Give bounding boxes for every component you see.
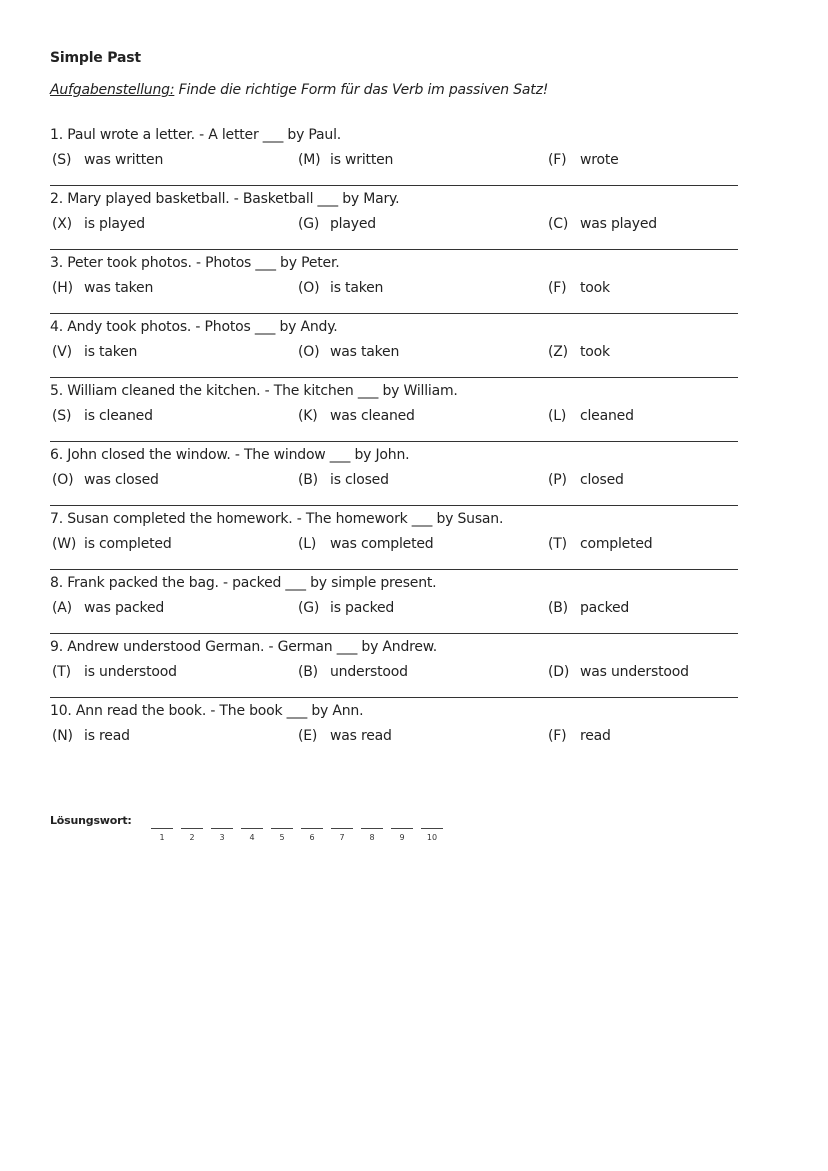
solution-slot[interactable] bbox=[301, 822, 323, 842]
solution-word-label: Lösungswort: bbox=[50, 814, 132, 827]
option-text: was packed bbox=[84, 600, 165, 616]
option[interactable] bbox=[298, 152, 393, 168]
option[interactable] bbox=[52, 152, 163, 168]
option[interactable] bbox=[52, 600, 164, 616]
option-letter: (B) bbox=[298, 472, 318, 488]
option[interactable] bbox=[52, 408, 153, 424]
option[interactable] bbox=[298, 344, 399, 360]
question-text: 5. William cleaned the kitchen. - The kitchen ___ by William. bbox=[50, 383, 458, 399]
solution-slot[interactable] bbox=[181, 822, 203, 842]
option-text: was written bbox=[84, 152, 164, 168]
slot-line bbox=[211, 822, 233, 829]
question-7 bbox=[50, 506, 738, 570]
option[interactable] bbox=[52, 664, 177, 680]
option-letter: (H) bbox=[52, 280, 73, 296]
option[interactable] bbox=[298, 280, 383, 296]
slot-line bbox=[181, 822, 203, 829]
slot-number: 5 bbox=[279, 833, 285, 842]
task-label: Aufgabenstellung: bbox=[50, 82, 175, 98]
option-letter: (N) bbox=[52, 728, 73, 744]
option-text: is played bbox=[84, 216, 145, 232]
option-text: understood bbox=[330, 664, 408, 680]
option[interactable] bbox=[52, 216, 145, 232]
slot-number: 8 bbox=[369, 833, 375, 842]
option-letter: (O) bbox=[52, 472, 74, 488]
option-text: completed bbox=[580, 536, 653, 552]
option[interactable] bbox=[298, 728, 392, 744]
question-text: 10. Ann read the book. - The book ___ by Ann. bbox=[50, 703, 364, 719]
question-text: 9. Andrew understood German. - German ___ by Andrew. bbox=[50, 639, 438, 655]
option-letter: (S) bbox=[52, 408, 72, 424]
slot-number: 6 bbox=[309, 833, 315, 842]
slot-line bbox=[421, 822, 443, 829]
option-text: was cleaned bbox=[330, 408, 415, 424]
slot-number: 7 bbox=[339, 833, 345, 842]
option-text: cleaned bbox=[580, 408, 634, 424]
option-text: is read bbox=[84, 728, 130, 744]
option-text: is understood bbox=[84, 664, 177, 680]
question-text: 2. Mary played basketball. - Basketball ___ by Mary. bbox=[50, 191, 400, 207]
option-letter: (T) bbox=[548, 536, 567, 552]
solution-slot[interactable] bbox=[361, 822, 383, 842]
question-2 bbox=[50, 186, 738, 250]
question-4 bbox=[50, 314, 738, 378]
option-letter: (C) bbox=[548, 216, 569, 232]
option-letter: (O) bbox=[298, 344, 320, 360]
task-text: Finde die richtige Form für das Verb im passiven Satz! bbox=[174, 82, 549, 98]
option-letter: (E) bbox=[298, 728, 318, 744]
option-letter: (W) bbox=[52, 536, 77, 552]
task-instruction bbox=[50, 82, 548, 98]
option-text: was closed bbox=[84, 472, 159, 488]
option[interactable] bbox=[298, 408, 415, 424]
option-letter: (G) bbox=[298, 216, 320, 232]
solution-slot[interactable] bbox=[211, 822, 233, 842]
option-letter: (Z) bbox=[548, 344, 568, 360]
option-text: is written bbox=[330, 152, 394, 168]
option[interactable] bbox=[52, 280, 153, 296]
option-text: played bbox=[330, 216, 376, 232]
option[interactable] bbox=[548, 280, 610, 296]
slot-line bbox=[361, 822, 383, 829]
option[interactable] bbox=[548, 344, 610, 360]
option[interactable] bbox=[298, 600, 394, 616]
option-letter: (A) bbox=[52, 600, 72, 616]
option[interactable] bbox=[52, 344, 137, 360]
option-letter: (K) bbox=[298, 408, 318, 424]
solution-slot[interactable] bbox=[241, 822, 263, 842]
option-text: read bbox=[580, 728, 611, 744]
option-letter: (S) bbox=[52, 152, 72, 168]
option-letter: (B) bbox=[298, 664, 318, 680]
option[interactable] bbox=[548, 664, 689, 680]
option[interactable] bbox=[548, 408, 634, 424]
option-text: was understood bbox=[580, 664, 689, 680]
option-letter: (F) bbox=[548, 152, 567, 168]
option-text: took bbox=[580, 344, 610, 360]
option[interactable] bbox=[298, 536, 433, 552]
solution-slot[interactable] bbox=[391, 822, 413, 842]
option-text: took bbox=[580, 280, 610, 296]
solution-slot[interactable] bbox=[331, 822, 353, 842]
question-text: 6. John closed the window. - The window ___ by John. bbox=[50, 447, 410, 463]
option-letter: (O) bbox=[298, 280, 320, 296]
question-10 bbox=[50, 698, 738, 762]
option-text: closed bbox=[580, 472, 624, 488]
option[interactable] bbox=[52, 536, 172, 552]
option-text: was taken bbox=[330, 344, 400, 360]
solution-slot[interactable] bbox=[421, 822, 443, 842]
question-text: 4. Andy took photos. - Photos ___ by Andy. bbox=[50, 319, 338, 335]
option[interactable] bbox=[52, 728, 130, 744]
option-text: was read bbox=[330, 728, 392, 744]
option-text: is taken bbox=[330, 280, 384, 296]
question-list bbox=[50, 122, 738, 762]
question-9 bbox=[50, 634, 738, 698]
option[interactable] bbox=[548, 152, 619, 168]
slot-line bbox=[151, 822, 173, 829]
slot-number: 10 bbox=[426, 833, 438, 842]
question-3 bbox=[50, 250, 738, 314]
question-text: 3. Peter took photos. - Photos ___ by Peter. bbox=[50, 255, 340, 271]
option-text: is completed bbox=[84, 536, 172, 552]
page-title: Simple Past bbox=[50, 50, 141, 66]
option-letter: (D) bbox=[548, 664, 570, 680]
solution-slot[interactable] bbox=[151, 822, 173, 842]
option[interactable] bbox=[298, 472, 389, 488]
option-letter: (M) bbox=[298, 152, 321, 168]
option-text: is packed bbox=[330, 600, 395, 616]
solution-slot[interactable] bbox=[271, 822, 293, 842]
question-1 bbox=[50, 122, 738, 186]
option-letter: (P) bbox=[548, 472, 567, 488]
question-text: 7. Susan completed the homework. - The homework ___ by Susan. bbox=[50, 511, 504, 527]
option-text: is cleaned bbox=[84, 408, 153, 424]
option[interactable] bbox=[548, 472, 624, 488]
slot-number: 9 bbox=[399, 833, 405, 842]
option-text: is closed bbox=[330, 472, 389, 488]
option[interactable] bbox=[52, 472, 159, 488]
option-text: packed bbox=[580, 600, 630, 616]
option[interactable] bbox=[548, 728, 611, 744]
slot-number: 1 bbox=[159, 833, 165, 842]
option[interactable] bbox=[298, 664, 408, 680]
slot-line bbox=[271, 822, 293, 829]
option-text: was played bbox=[580, 216, 657, 232]
option-text: is taken bbox=[84, 344, 138, 360]
option-letter: (G) bbox=[298, 600, 320, 616]
option[interactable] bbox=[548, 536, 652, 552]
slot-line bbox=[391, 822, 413, 829]
option-text: was completed bbox=[330, 536, 434, 552]
option-letter: (T) bbox=[52, 664, 71, 680]
slot-line bbox=[301, 822, 323, 829]
option-letter: (L) bbox=[298, 536, 317, 552]
option-text: was taken bbox=[84, 280, 154, 296]
slot-line bbox=[331, 822, 353, 829]
slot-number: 2 bbox=[189, 833, 195, 842]
slot-number: 4 bbox=[249, 833, 255, 842]
option-letter: (F) bbox=[548, 280, 567, 296]
question-8 bbox=[50, 570, 738, 634]
question-6 bbox=[50, 442, 738, 506]
option[interactable] bbox=[298, 216, 376, 232]
option-letter: (B) bbox=[548, 600, 568, 616]
slot-number: 3 bbox=[219, 833, 225, 842]
slot-line bbox=[241, 822, 263, 829]
option[interactable] bbox=[548, 600, 629, 616]
option-letter: (F) bbox=[548, 728, 567, 744]
question-5 bbox=[50, 378, 738, 442]
question-text: 1. Paul wrote a letter. - A letter ___ by Paul. bbox=[50, 127, 342, 143]
option-letter: (L) bbox=[548, 408, 567, 424]
question-text: 8. Frank packed the bag. - packed ___ by simple present. bbox=[50, 575, 437, 591]
option-letter: (X) bbox=[52, 216, 72, 232]
option[interactable] bbox=[548, 216, 657, 232]
option-text: wrote bbox=[580, 152, 619, 168]
option-letter: (V) bbox=[52, 344, 72, 360]
